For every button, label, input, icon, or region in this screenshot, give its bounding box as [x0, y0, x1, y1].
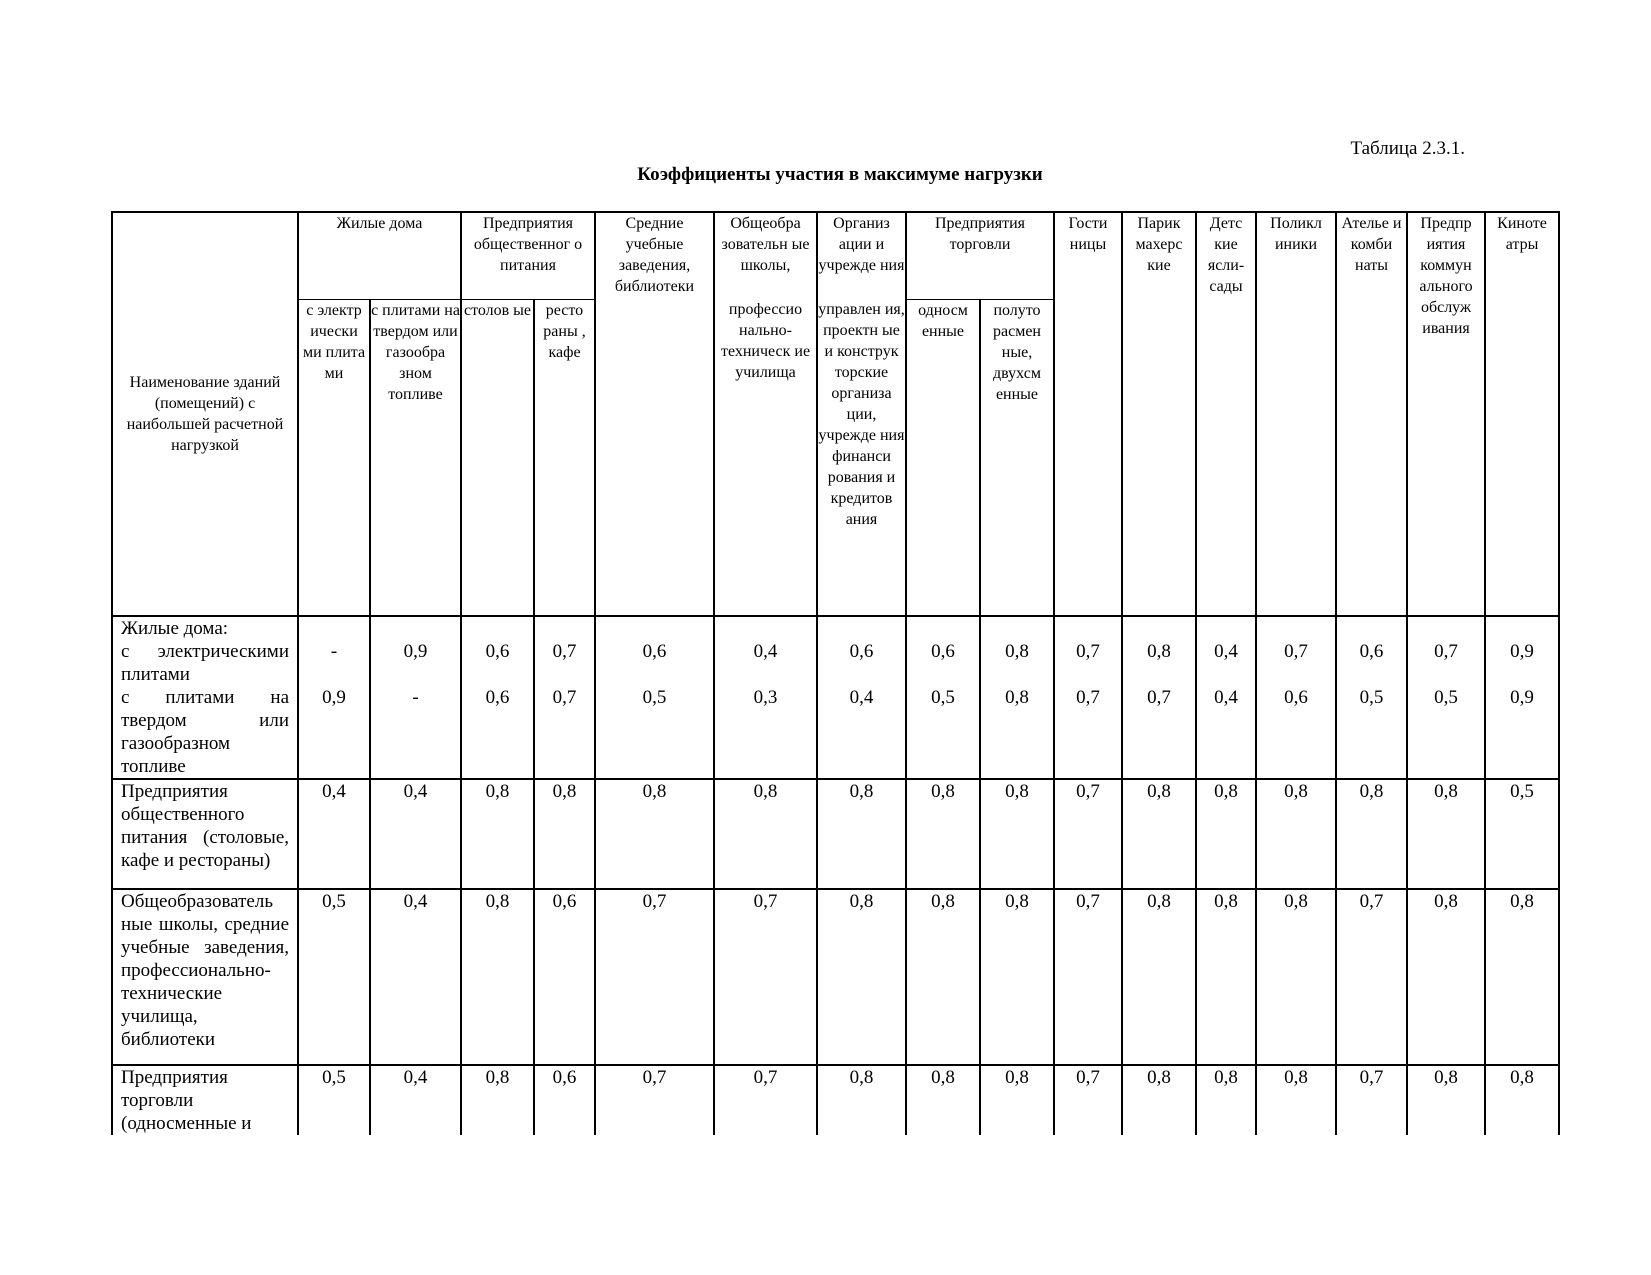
- row-name: Предприятия общественного питания (столовые, кафе и рестораны): [112, 779, 298, 889]
- value-cell: 0,8: [1407, 1065, 1485, 1135]
- value-cell: 0,6: [534, 889, 595, 1065]
- value-cell: 0,7: [1256, 640, 1336, 686]
- value-cell: 0,7: [595, 889, 714, 1065]
- value-cell: [980, 616, 1054, 640]
- table-row: [112, 889, 1559, 1065]
- value-cell: 0,6: [461, 686, 534, 779]
- value-cell: 0,4: [298, 779, 370, 889]
- value-cell: 0,8: [1122, 640, 1196, 686]
- header-obsh-bot: профессио нально-техническ ие училища: [714, 299, 817, 616]
- value-cell: 0,8: [1196, 889, 1256, 1065]
- row-name: Общеобразователь ные школы, средние учебные заведения, профессионально-технические училища, библиотеки: [112, 889, 298, 1065]
- value-cell: 0,5: [1485, 779, 1559, 889]
- value-cell: 0,8: [1407, 779, 1485, 889]
- value-cell: 0,5: [1407, 686, 1485, 779]
- value-cell: 0,8: [1196, 1065, 1256, 1135]
- value-cell: 0,7: [1054, 889, 1122, 1065]
- header-parik: Парик махерс кие: [1122, 212, 1196, 616]
- value-cell: [1196, 616, 1256, 640]
- value-cell: 0,6: [1336, 640, 1407, 686]
- value-cell: [906, 616, 980, 640]
- value-cell: [298, 616, 370, 640]
- value-cell: 0,8: [1122, 779, 1196, 889]
- value-cell: 0,8: [980, 889, 1054, 1065]
- value-cell: 0,7: [1122, 686, 1196, 779]
- value-cell: 0,8: [461, 779, 534, 889]
- value-cell: [1122, 616, 1196, 640]
- header-srednie: Средние учебные заведения, библиотеки: [595, 212, 714, 616]
- value-cell: 0,7: [1054, 686, 1122, 779]
- value-cell: 0,6: [595, 640, 714, 686]
- value-cell: 0,8: [461, 889, 534, 1065]
- value-cell: 0,4: [370, 889, 461, 1065]
- value-cell: 0,8: [906, 1065, 980, 1135]
- header-torg: Предприятия торговли: [906, 212, 1054, 299]
- header-org-top: Организ ации и учрежде ния: [817, 212, 906, 299]
- value-cell: 0,4: [370, 1065, 461, 1135]
- value-cell: 0,6: [906, 640, 980, 686]
- header-zhilye: Жилые дома: [298, 212, 461, 299]
- header-pit-stol: столов ые: [461, 299, 534, 616]
- value-cell: 0,6: [1256, 686, 1336, 779]
- value-cell: 0,4: [370, 779, 461, 889]
- value-cell: [1336, 616, 1407, 640]
- value-cell: 0,8: [1196, 779, 1256, 889]
- value-cell: 0,8: [714, 779, 817, 889]
- header-atelie: Ателье и комби наты: [1336, 212, 1407, 616]
- header-gost: Гости ницы: [1054, 212, 1122, 616]
- value-cell: 0,7: [1054, 1065, 1122, 1135]
- value-cell: [817, 616, 906, 640]
- value-cell: -: [298, 640, 370, 686]
- value-cell: 0,8: [1256, 1065, 1336, 1135]
- value-cell: 0,8: [980, 640, 1054, 686]
- header-zhilye-tv: с плитами на твердом или газообра зном топливе: [370, 299, 461, 616]
- value-cell: [370, 616, 461, 640]
- header-pit-rest: ресто раны , кафе: [534, 299, 595, 616]
- value-cell: 0,5: [298, 1065, 370, 1135]
- value-cell: 0,9: [1485, 686, 1559, 779]
- value-cell: 0,9: [298, 686, 370, 779]
- value-cell: -: [370, 686, 461, 779]
- value-cell: 0,7: [534, 686, 595, 779]
- table-row: [112, 686, 1559, 779]
- header-torg-polu: полуто расмен ные, двухсм енные: [980, 299, 1054, 616]
- row-name: Жилые дома:: [112, 616, 298, 640]
- value-cell: [595, 616, 714, 640]
- value-cell: 0,6: [817, 640, 906, 686]
- header-obsh-top: Общеобра зовательн ые школы,: [714, 212, 817, 299]
- value-cell: 0,8: [817, 889, 906, 1065]
- header-pit: Предприятия общественног о питания: [461, 212, 595, 299]
- row-name: Предприятия торговли (односменные и: [112, 1065, 298, 1135]
- table-caption: Таблица 2.3.1.: [1350, 138, 1465, 159]
- value-cell: 0,7: [1054, 779, 1122, 889]
- value-cell: 0,4: [817, 686, 906, 779]
- coefficients-table: [111, 211, 1560, 1135]
- value-cell: 0,8: [1256, 779, 1336, 889]
- value-cell: [1256, 616, 1336, 640]
- value-cell: 0,5: [906, 686, 980, 779]
- value-cell: 0,8: [906, 889, 980, 1065]
- row-name: с плитами на твердом или газообразном топливе: [112, 686, 298, 779]
- value-cell: 0,7: [1407, 640, 1485, 686]
- table-row: [112, 1065, 1559, 1135]
- value-cell: 0,7: [1054, 640, 1122, 686]
- value-cell: [1485, 616, 1559, 640]
- value-cell: 0,3: [714, 686, 817, 779]
- table-row: [112, 616, 1559, 640]
- header-deti: Детс кие ясли-сады: [1196, 212, 1256, 616]
- table-title: Коэффициенты участия в максимуме нагрузки: [637, 164, 1043, 185]
- value-cell: 0,4: [714, 640, 817, 686]
- value-cell: 0,8: [1485, 889, 1559, 1065]
- value-cell: 0,8: [1256, 889, 1336, 1065]
- value-cell: 0,8: [906, 779, 980, 889]
- value-cell: 0,4: [1196, 686, 1256, 779]
- value-cell: 0,7: [1336, 1065, 1407, 1135]
- value-cell: 0,8: [461, 1065, 534, 1135]
- value-cell: 0,8: [980, 1065, 1054, 1135]
- value-cell: 0,8: [817, 779, 906, 889]
- header-zhilye-el: с электр ически ми плита ми: [298, 299, 370, 616]
- table-row: [112, 640, 1559, 686]
- row-name: с электрическими плитами: [112, 640, 298, 686]
- value-cell: [461, 616, 534, 640]
- value-cell: 0,5: [1336, 686, 1407, 779]
- value-cell: [714, 616, 817, 640]
- value-cell: 0,8: [1122, 1065, 1196, 1135]
- value-cell: 0,8: [980, 779, 1054, 889]
- value-cell: 0,8: [817, 1065, 906, 1135]
- value-cell: 0,8: [1122, 889, 1196, 1065]
- table-row: [112, 779, 1559, 889]
- header-torg-odno: односм енные: [906, 299, 980, 616]
- value-cell: 0,6: [461, 640, 534, 686]
- value-cell: 0,9: [1485, 640, 1559, 686]
- value-cell: [1054, 616, 1122, 640]
- value-cell: 0,6: [534, 1065, 595, 1135]
- value-cell: 0,8: [595, 779, 714, 889]
- value-cell: [534, 616, 595, 640]
- value-cell: 0,8: [980, 686, 1054, 779]
- header-komm: Предпр иятия коммун ального обслуж ивания: [1407, 212, 1485, 616]
- value-cell: 0,8: [1485, 1065, 1559, 1135]
- value-cell: [1407, 616, 1485, 640]
- value-cell: 0,7: [714, 1065, 817, 1135]
- header-polik: Поликл иники: [1256, 212, 1336, 616]
- value-cell: 0,8: [1407, 889, 1485, 1065]
- value-cell: 0,7: [595, 1065, 714, 1135]
- value-cell: 0,5: [298, 889, 370, 1065]
- value-cell: 0,7: [1336, 889, 1407, 1065]
- header-kino: Киноте атры: [1485, 212, 1559, 616]
- value-cell: 0,9: [370, 640, 461, 686]
- value-cell: 0,7: [714, 889, 817, 1065]
- value-cell: 0,4: [1196, 640, 1256, 686]
- value-cell: 0,5: [595, 686, 714, 779]
- header-org-bot: управлен ия, проектн ые и конструк торские организа ции, учрежде ния финанси рования и кредитов ания: [817, 299, 906, 616]
- value-cell: 0,8: [1336, 779, 1407, 889]
- header-row-label: Наименование зданий (помещений) с наибольшей расчетной нагрузкой: [112, 212, 298, 616]
- value-cell: 0,8: [534, 779, 595, 889]
- value-cell: 0,7: [534, 640, 595, 686]
